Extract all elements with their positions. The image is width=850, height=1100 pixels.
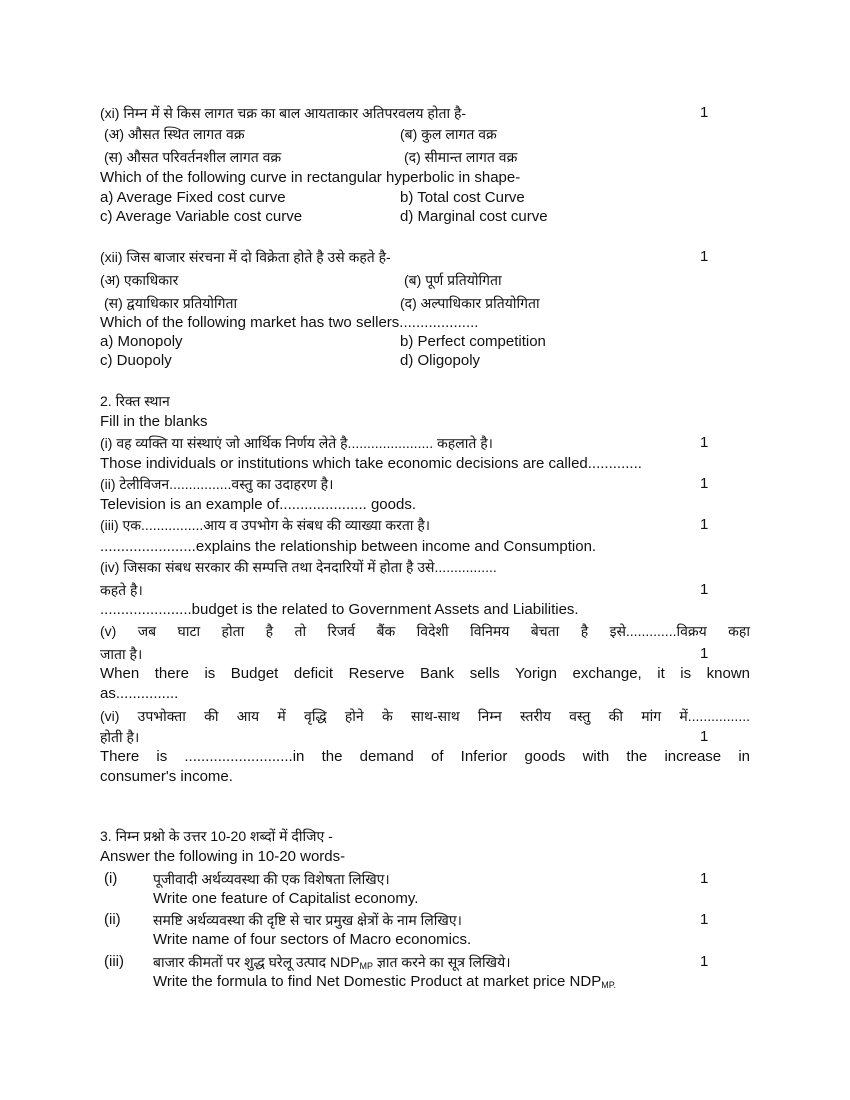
blank-v-marks: 1 <box>700 645 709 662</box>
blank-iii-hi: (iii) एक................आय व उपभोग के संबध की व्याख्या करता है। <box>100 517 431 533</box>
blank-i-hi: (i) वह व्यक्ति या संस्थाएं जो आर्थिक निर्णय लेते है...................... कहलाते है। <box>100 435 493 451</box>
q-xii-hindi: (xii) जिस बाजार संरचना में दो विक्रेता होते है उसे कहते है- <box>100 249 391 265</box>
q-xi-opt-a-en: a) Average Fixed cost curve <box>100 189 286 206</box>
q-xii-opt-d-en: d) Oligopoly <box>400 352 481 369</box>
blank-v-hi-line2: जाता है। <box>100 646 143 662</box>
q3-iii-marks: 1 <box>700 953 709 970</box>
q3-iii-en-pre: Write the formula to find Net Domestic Product at market price NDP <box>153 973 602 990</box>
blank-v-hi-line1: (v) जब घाटा होता है तो रिजर्व बैंक विदेशी विनिमय बेचता है इसे.............विक्रय कहा <box>100 623 750 639</box>
blank-vi-en-line2: consumer's income. <box>100 768 233 785</box>
section-3-title-en: Answer the following in 10-20 words- <box>100 848 346 865</box>
blank-iii-marks: 1 <box>700 516 709 533</box>
blank-iv-en: ......................budget is the related to Government Assets and Liabilities. <box>100 601 579 618</box>
q-xi-opt-d-en: d) Marginal cost curve <box>400 208 548 225</box>
blank-v-en-line1: When there is Budget deficit Reserve Bank sells Yorign exchange, it is known <box>100 665 750 682</box>
blank-i-en: Those individuals or institutions which take economic decisions are called............. <box>100 455 642 472</box>
q3-ii-hi: समष्टि अर्थव्यवस्था की दृष्टि से चार प्रमुख क्षेत्रों के नाम लिखिए। <box>153 912 462 928</box>
q3-ii-en: Write name of four sectors of Macro economics. <box>153 931 472 948</box>
q-xi-opt-d-hi: (द) सीमान्त लागत वक्र <box>404 149 518 165</box>
q-xii-opt-c-hi: (स) द्वयाधिकार प्रतियोगिता <box>104 295 238 311</box>
q3-iii-en <box>153 972 616 995</box>
q3-iii-number: (iii) <box>104 953 124 970</box>
blank-iv-hi-line1: (iv) जिसका संबध सरकार की सम्पत्ति तथा देनदारियों में होता है उसे................ <box>100 559 497 575</box>
q-xi-opt-c-hi: (स) औसत परिवर्तनशील लागत वक्र <box>104 149 282 165</box>
q-xii-english: Which of the following market has two sellers................... <box>100 314 479 331</box>
q-xii-opt-c-en: c) Duopoly <box>100 352 172 369</box>
q3-ii-marks: 1 <box>700 911 709 928</box>
blank-iii-en: .......................explains the relationship between income and Consumption. <box>100 538 597 555</box>
q-xii-opt-a-hi: (अ) एकाधिकार <box>100 272 179 288</box>
q-xi-english: Which of the following curve in rectangular hyperbolic in shape- <box>100 169 521 186</box>
blank-i-marks: 1 <box>700 434 709 451</box>
blank-vi-en-line1: There is ..........................in the demand of Inferior goods with the increase in <box>100 748 750 765</box>
q-xi-opt-b-hi: (ब) कुल लागत वक्र <box>400 126 497 142</box>
q3-i-marks: 1 <box>700 870 709 887</box>
q-xii-opt-a-en: a) Monopoly <box>100 333 183 350</box>
blank-iv-marks: 1 <box>700 581 709 598</box>
blank-v-en-line2: as............... <box>100 685 179 702</box>
blank-iv-hi-line2: कहते है। <box>100 582 143 598</box>
q3-ii-number: (ii) <box>104 911 121 928</box>
section-2-title-hi: 2. रिक्त स्थान <box>100 393 170 409</box>
q3-iii-hi-pre: बाजार कीमतों पर शुद्ध घरेलू उत्पाद NDP <box>153 954 360 970</box>
q-xii-marks: 1 <box>700 248 709 265</box>
section-3-title-hi: 3. निम्न प्रश्नो के उत्तर 10-20 शब्दों में दीजिए - <box>100 828 333 844</box>
blank-vi-hi-line2: होती है। <box>100 729 140 745</box>
q3-i-hi: पूजीवादी अर्थव्यवस्था की एक विशेषता लिखिए। <box>153 871 390 887</box>
q3-iii-en-subscript: MP. <box>601 980 617 990</box>
q-xi-hindi: (xi) निम्न में से किस लागत चक्र का बाल आयताकार अतिपरवलय होता है- <box>100 105 467 121</box>
q-xi-marks: 1 <box>700 104 709 121</box>
blank-ii-marks: 1 <box>700 475 709 492</box>
q3-i-number: (i) <box>104 870 118 887</box>
q-xi-opt-b-en: b) Total cost Curve <box>400 189 525 206</box>
section-2-title-en: Fill in the blanks <box>100 413 208 430</box>
q-xi-opt-a-hi: (अ) औसत स्थित लागत वक्र <box>104 126 245 142</box>
blank-vi-hi-line1: (vi) उपभोक्ता की आय में वृद्धि होने के साथ-साथ निम्न स्तरीय वस्तु की मांग में................ <box>100 708 750 724</box>
blank-vi-marks: 1 <box>700 728 709 745</box>
q-xii-opt-b-hi: (ब) पूर्ण प्रतियोगिता <box>404 272 502 288</box>
q-xii-opt-b-en: b) Perfect competition <box>400 333 546 350</box>
q-xi-opt-c-en: c) Average Variable cost curve <box>100 208 303 225</box>
blank-ii-en: Television is an example of..................... goods. <box>100 496 416 513</box>
q3-iii-hi-subscript: MP <box>359 961 374 971</box>
q3-iii-hi-post: ज्ञात करने का सूत्र लिखिये। <box>373 954 511 970</box>
q3-i-en: Write one feature of Capitalist economy. <box>153 890 419 907</box>
blank-ii-hi: (ii) टेलीविजन................वस्तु का उदाहरण है। <box>100 476 334 492</box>
q-xii-opt-d-hi: (द) अल्पाधिकार प्रतियोगिता <box>400 295 540 311</box>
